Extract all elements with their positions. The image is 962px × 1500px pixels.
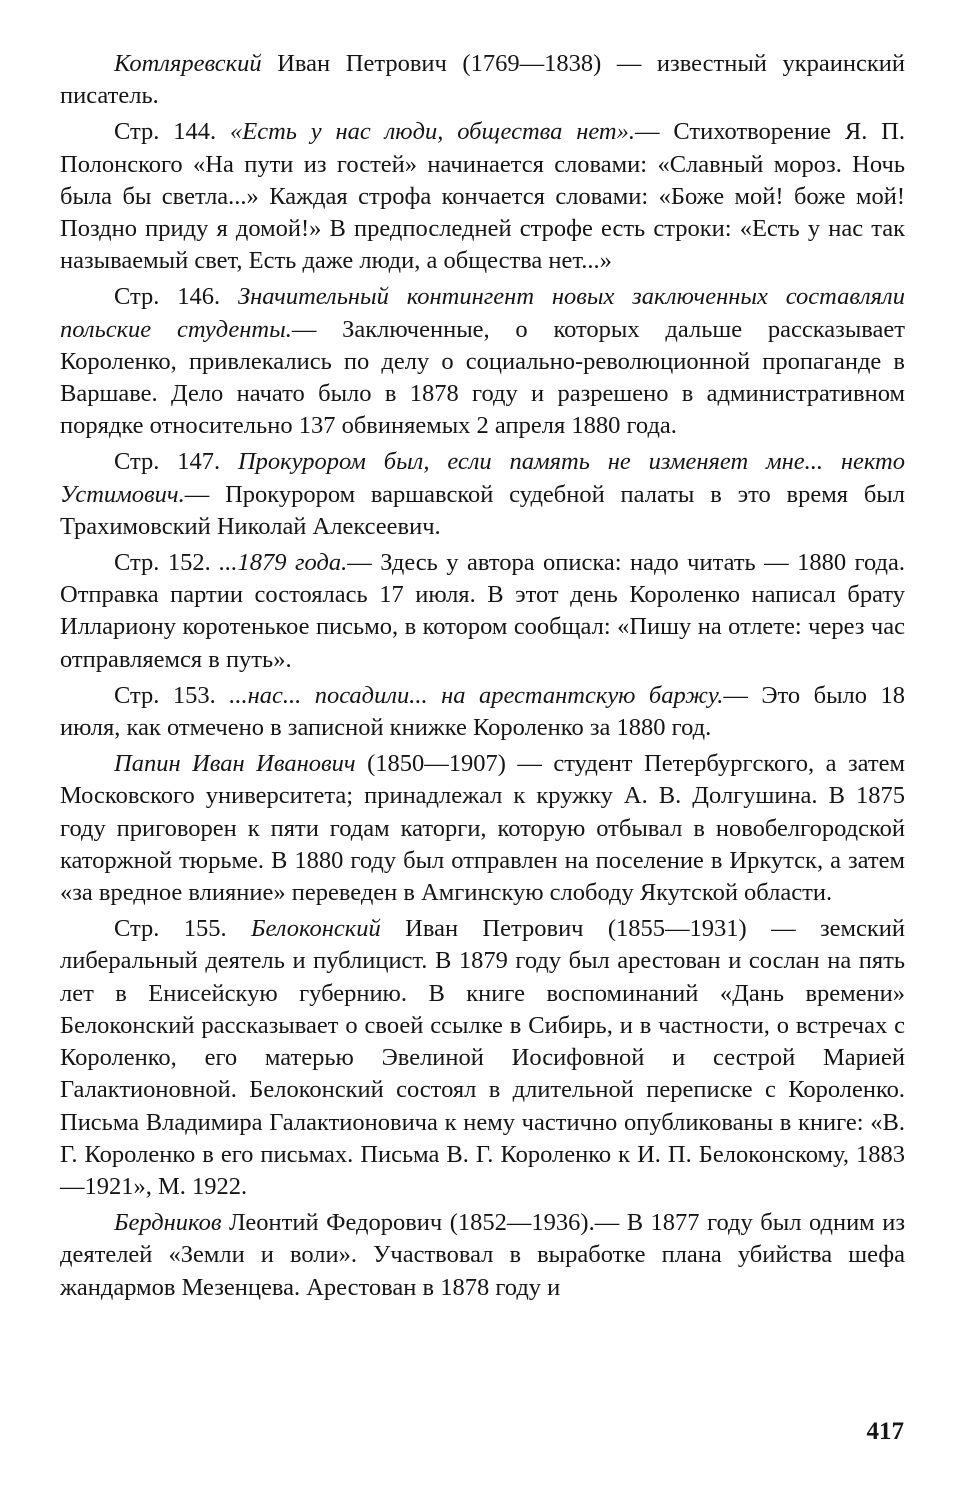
paragraph-lead: Стр. 144.	[114, 118, 230, 146]
paragraph-lead: Стр. 146.	[114, 283, 238, 311]
paragraph-text: — Стихотворение Я. П. Полонского «На пути из гостей» начинается словами: «Славный мороз. Ночь была бы светла...» Каждая строфа кончается словами: «Боже мой! боже мой! Поздно приду я домой!» В предпоследней строфе есть строки: «Есть у нас так называемый свет, Есть даже люди, а общества нет...»	[60, 118, 906, 275]
paragraph-text: — Заключенные, о которых дальше рассказывает Короленко, привлекались по делу о социально-революционной пропаганде в Варшаве. Дело начато было в 1878 году и разрешено в административном порядке относительно 137 обвиняемых 2 апреля 1880 года.	[60, 315, 905, 440]
paragraph-papin	[60, 748, 905, 909]
paragraph-page-155	[60, 913, 905, 1203]
paragraph-berdnikov	[60, 1207, 905, 1304]
paragraph-text: (1850—1907) — студент Петербургского, а затем Московского университета; принадлежал к кружку А. В. Долгушина. В 1875 году приговорен к пяти годам каторги, которую отбывал в новобелгородской каторжной тюрьме. В 1880 году был отправлен на поселение в Иркутск, а затем «за вредное влияние» переведен в Амгинскую слободу Якутской области.	[60, 750, 905, 907]
paragraph-lead: Стр. 147.	[114, 448, 238, 476]
paragraph-kotlyarevsky	[60, 48, 905, 112]
paragraph-page-144	[60, 116, 905, 277]
paragraph-page-147	[60, 446, 905, 543]
italic-term: Значительный контингент новых заключенных составляли польские студенты.	[60, 283, 905, 343]
paragraph-lead: Стр. 155.	[114, 915, 252, 943]
paragraph-page-146	[60, 281, 905, 442]
page-number: 417	[866, 1418, 904, 1445]
paragraph-page-153	[60, 680, 905, 744]
paragraph-text: Леонтий Федорович (1852—1936).— В 1877 году был одним из деятелей «Земли и воли». Участвовал в выработке плана убийства шефа жандармов Мезенцева. Арестован в 1878 году и	[60, 1209, 905, 1301]
paragraph-text: Иван Петрович (1855—1931) — земский либеральный деятель и публицист. В 1879 году был арестован и сослан на пять лет в Енисейскую губернию. В книге воспоминаний «Дань времени» Белоконский рассказывает о своей ссылке в Сибирь, и в частности, о встречах с Короленко, его матерью Эвелиной Иосифовной и сестрой Марией Галактионовной. Белоконский состоял в длительной переписке с Короленко. Письма Владимира Галактионовича к нему частично опубликованы в книге: «В. Г. Короленко в его письмах. Письма В. Г. Короленко к И. П. Белоконскому, 1883—1921», М. 1922.	[60, 915, 905, 1200]
italic-term: «Есть у нас люди, общества нет».	[229, 118, 636, 146]
italic-term: Белоконский	[251, 915, 381, 943]
paragraph-text: — Здесь у автора описка: надо читать — 1880 года. Отправка партии состоялась 17 июля. В этот день Короленко написал брату Иллариону коротенькое письмо, в котором сообщал: «Пишу на отлете: через час отправляемся в путь».	[60, 549, 905, 673]
italic-term: Котляревский	[114, 50, 262, 77]
paragraph-lead: Стр. 153.	[114, 681, 230, 709]
paragraph-lead: Стр. 152.	[114, 549, 220, 577]
paragraph-text: Иван Петрович (1769—1838) — известный украинский писатель.	[60, 50, 905, 110]
text-body	[60, 48, 905, 1308]
italic-term: Папин Иван Иванович	[114, 750, 356, 778]
italic-term: ...1879 года.	[219, 549, 348, 577]
paragraph-text: — Это было 18 июля, как отмечено в записной книжке Короленко за 1880 год.	[60, 681, 905, 742]
paragraph-page-152	[60, 547, 905, 676]
italic-term: Бердников	[114, 1209, 222, 1237]
italic-term: ...нас... посадили... на арестантскую баржу.	[229, 681, 724, 709]
italic-term: Прокурором был, если память не изменяет мне... некто Устимович.	[60, 448, 905, 508]
paragraph-text: — Прокурором варшавской судебной палаты в это время был Трахимовский Николай Алексеевич.	[60, 480, 905, 540]
